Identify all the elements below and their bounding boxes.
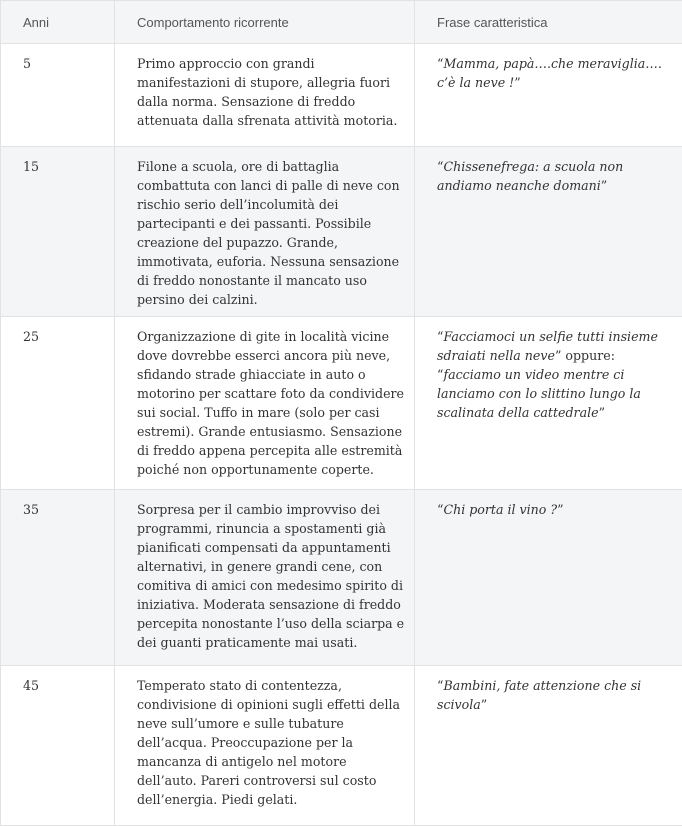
table-row [1,147,682,317]
quote-open: “ [437,502,443,517]
quote-open: “ [437,56,443,71]
table-row [1,317,682,490]
behavior-cell: Primo approccio con grandi manifestazioni di stupore, allegria fuori dalla norma. Sensazione di freddo attenuata dalla sfrenata attività motoria. [115,44,415,147]
age-cell: 25 [1,317,115,490]
behavior-cell: Sorpresa per il cambio improvviso dei programmi, rinuncia a spostamenti già pianificati compensati da appuntamenti alternativi, in genere grandi cene, con comitiva di amici con medesimo spirito di iniziativa. Moderata sensazione di freddo percepita nonostante l’uso della sciarpa e dei guanti praticamente mai usati. [115,490,415,666]
phrase-cell [415,44,682,147]
table-row [1,44,682,147]
quote-text: Facciamoci un selfie tutti insieme sdraiati nella neve [437,329,658,363]
age-cell: 35 [1,490,115,666]
quote-text: Mamma, papà….che meraviglia…. c’è la neve ! [437,56,662,90]
phrase-cell [415,147,682,317]
quote-open: “ [437,367,443,382]
header-behavior: Comportamento ricorrente [115,1,415,44]
header-phrase: Frase caratteristica [415,1,682,44]
quote-text: Chissenefrega: a scuola non andiamo neanche domani [437,159,623,193]
quote-open: “ [437,329,443,344]
phrase-cell [415,317,682,490]
quote-text: Chi porta il vino ? [443,502,557,517]
quote-text: Bambini, fate attenzione che si scivola [437,678,641,712]
quote-close: ” [601,178,607,193]
quote-open: “ [437,159,443,174]
behavior-cell: Filone a scuola, ore di battaglia combattuta con lanci di palle di neve con rischio serio dell’incolumità dei partecipanti e dei passanti. Possibile creazione del pupazzo. Grande, immotivata, euforia. Nessuna sensazione di freddo nonostante il mancato uso persino dei calzini. [115,147,415,317]
age-cell: 15 [1,147,115,317]
quote-close: ” [599,405,605,420]
behavior-cell: Temperato stato di contentezza, condivisione di opinioni sugli effetti della neve sull’umore e sulle tubature dell’acqua. Preoccupazione per la mancanza di antigelo nel motore dell’auto. Pareri controversi sul costo dell’energia. Piedi gelati. [115,666,415,826]
quote-close: ” [481,697,487,712]
phrase-cell [415,490,682,666]
quote-open: “ [437,678,443,693]
header-row [1,1,682,44]
quote-close: ” [557,502,563,517]
age-cell: 5 [1,44,115,147]
quote-close: ” [514,75,520,90]
quote-close: ” [555,348,561,363]
age-cell: 45 [1,666,115,826]
quote-connector: oppure: [561,348,615,363]
quote-text: facciamo un video mentre ci lanciamo con lo slittino lungo la scalinata della cattedrale [437,367,641,420]
header-age: Anni [1,1,115,44]
table-row [1,666,682,826]
table-body [1,44,682,826]
phrase-cell [415,666,682,826]
table-header [1,1,682,44]
behavior-cell: Organizzazione di gite in località vicine dove dovrebbe esserci ancora più neve, sfidando strade ghiacciate in auto o motorino per scattare foto da condividere sui social. Tuffo in mare (solo per casi estremi). Grande entusiasmo. Sensazione di freddo appena percepita alle estremità poiché non opportunamente coperte. [115,317,415,490]
table-row [1,490,682,666]
